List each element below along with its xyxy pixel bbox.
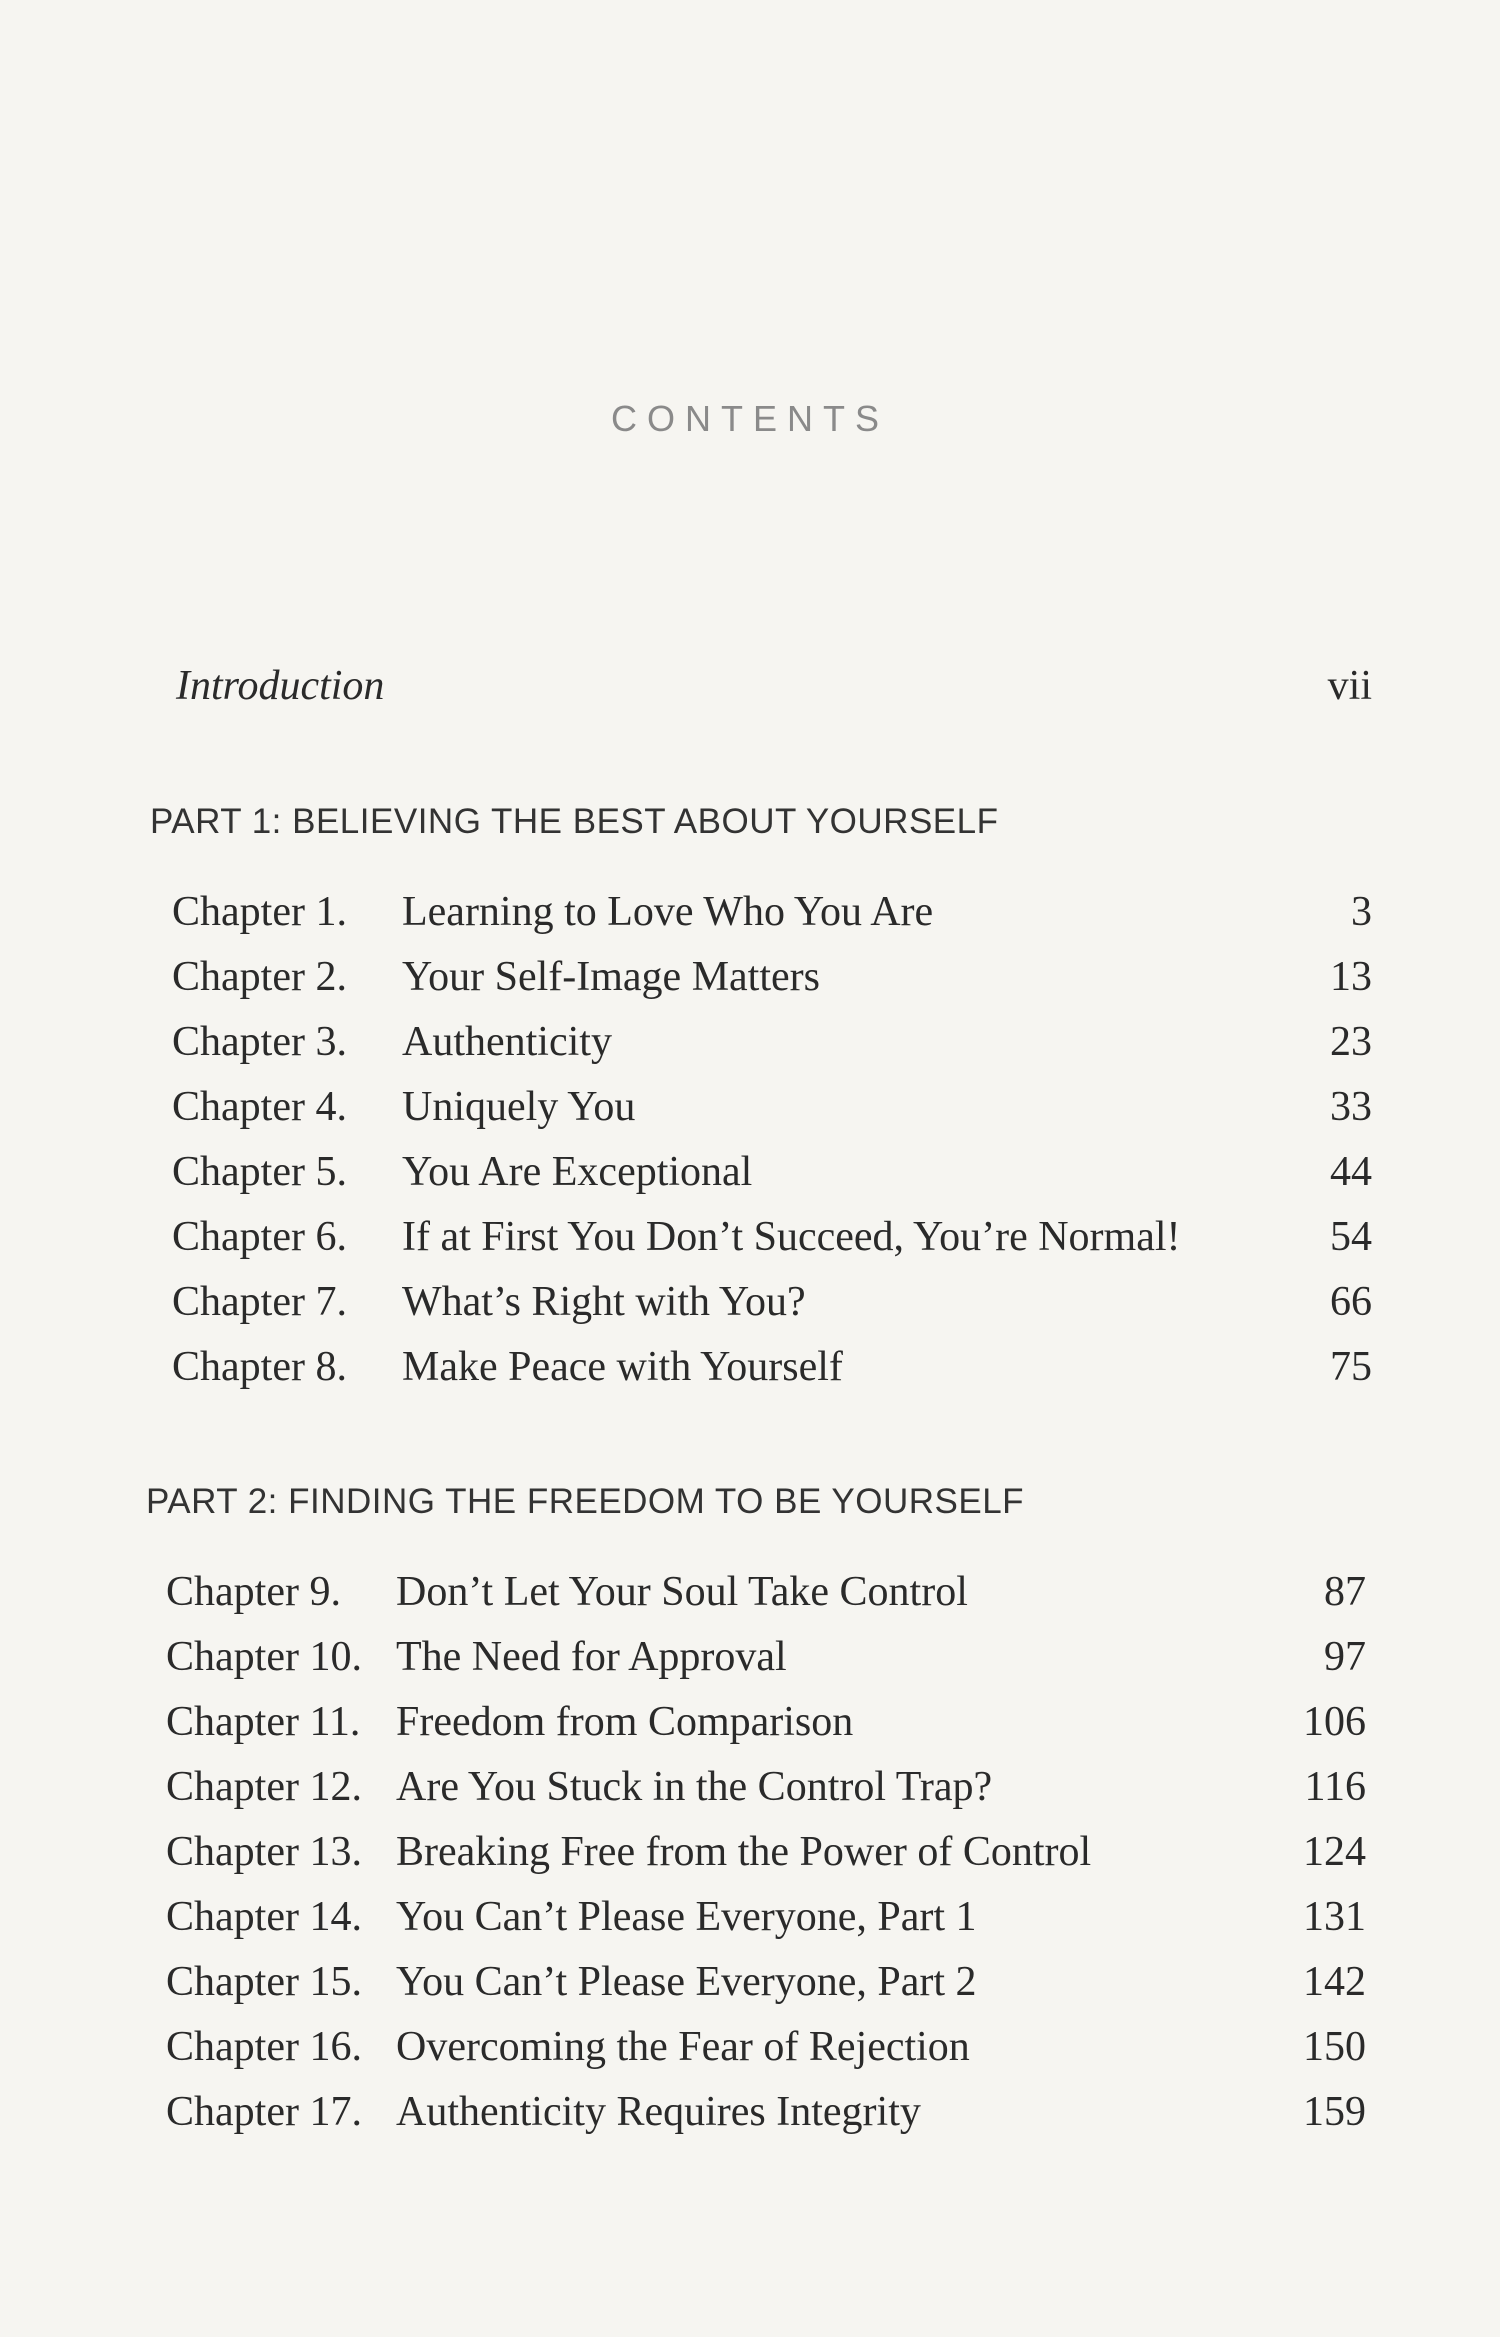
chapter-title: The Need for Approval [396,1634,787,1680]
chapter-number: Chapter 6. [172,1214,347,1260]
chapter-page: 150 [1303,2024,1366,2070]
chapter-list-part-1 [172,888,1372,1408]
chapter-page: 142 [1303,1959,1366,2005]
chapter-title: Breaking Free from the Power of Control [396,1829,1092,1875]
toc-entry [166,1698,1366,1763]
chapter-number: Chapter 12. [166,1764,362,1810]
chapter-title: Make Peace with Yourself [402,1344,843,1390]
toc-entry [172,1018,1372,1083]
chapter-number: Chapter 17. [166,2089,362,2135]
chapter-title: You Can’t Please Everyone, Part 2 [396,1959,977,2005]
chapter-title: Freedom from Comparison [396,1699,854,1745]
chapter-number: Chapter 8. [172,1344,347,1390]
chapter-number: Chapter 1. [172,889,347,935]
chapter-page: 75 [1330,1344,1372,1390]
toc-entry [172,1083,1372,1148]
chapter-title: Your Self-Image Matters [402,954,820,1000]
chapter-page: 106 [1303,1699,1366,1745]
chapter-page: 23 [1330,1019,1372,1065]
toc-entry [172,1343,1372,1408]
chapter-title: What’s Right with You? [402,1279,806,1325]
toc-entry [166,1763,1366,1828]
part-heading-1: PART 1: BELIEVING THE BEST ABOUT YOURSELF [150,802,999,841]
chapter-title: You Can’t Please Everyone, Part 1 [396,1894,977,1940]
toc-entry [166,1958,1366,2023]
toc-entry [172,888,1372,953]
chapter-page: 66 [1330,1279,1372,1325]
chapter-number: Chapter 2. [172,954,347,1000]
chapter-page: 97 [1324,1634,1366,1680]
toc-entry [172,1148,1372,1213]
chapter-page: 87 [1324,1569,1366,1615]
chapter-title: If at First You Don’t Succeed, You’re Normal! [402,1214,1181,1260]
toc-entry [166,2023,1366,2088]
chapter-page: 13 [1330,954,1372,1000]
chapter-title: Are You Stuck in the Control Trap? [396,1764,993,1810]
part-heading-2: PART 2: FINDING THE FREEDOM TO BE YOURSELF [146,1482,1025,1521]
chapter-title: Learning to Love Who You Are [402,889,934,935]
chapter-title: Overcoming the Fear of Rejection [396,2024,970,2070]
toc-entry [166,2088,1366,2153]
toc-entry [172,953,1372,1018]
chapter-number: Chapter 4. [172,1084,347,1130]
chapter-title: Authenticity Requires Integrity [396,2089,921,2135]
chapter-page: 116 [1304,1764,1366,1810]
entry-title: Introduction [176,663,385,709]
chapter-title: Uniquely You [402,1084,636,1130]
chapter-number: Chapter 14. [166,1894,362,1940]
toc-entry [166,1828,1366,1893]
toc-entry [166,1893,1366,1958]
page-title: CONTENTS [611,398,889,439]
chapter-page: 33 [1330,1084,1372,1130]
chapter-page: 44 [1330,1149,1372,1195]
chapter-number: Chapter 9. [166,1569,341,1615]
chapter-number: Chapter 13. [166,1829,362,1875]
chapter-number: Chapter 15. [166,1959,362,2005]
chapter-number: Chapter 7. [172,1279,347,1325]
chapter-page: 159 [1303,2089,1366,2135]
toc-entry [172,1213,1372,1278]
chapter-title: Authenticity [402,1019,612,1065]
chapter-list-part-2 [166,1568,1366,2153]
toc-entry [172,1278,1372,1343]
chapter-number: Chapter 16. [166,2024,362,2070]
chapter-page: 54 [1330,1214,1372,1260]
toc-entry [166,1633,1366,1698]
chapter-title: You Are Exceptional [402,1149,753,1195]
toc-entry [166,1568,1366,1633]
chapter-number: Chapter 10. [166,1634,362,1680]
chapter-page: 124 [1303,1829,1366,1875]
chapter-number: Chapter 3. [172,1019,347,1065]
toc-entry-introduction [176,662,1372,710]
chapter-page: 131 [1303,1894,1366,1940]
entry-page: vii [1327,663,1372,709]
chapter-number: Chapter 5. [172,1149,347,1195]
chapter-number: Chapter 11. [166,1699,361,1745]
chapter-title: Don’t Let Your Soul Take Control [396,1569,968,1615]
chapter-page: 3 [1351,889,1372,935]
